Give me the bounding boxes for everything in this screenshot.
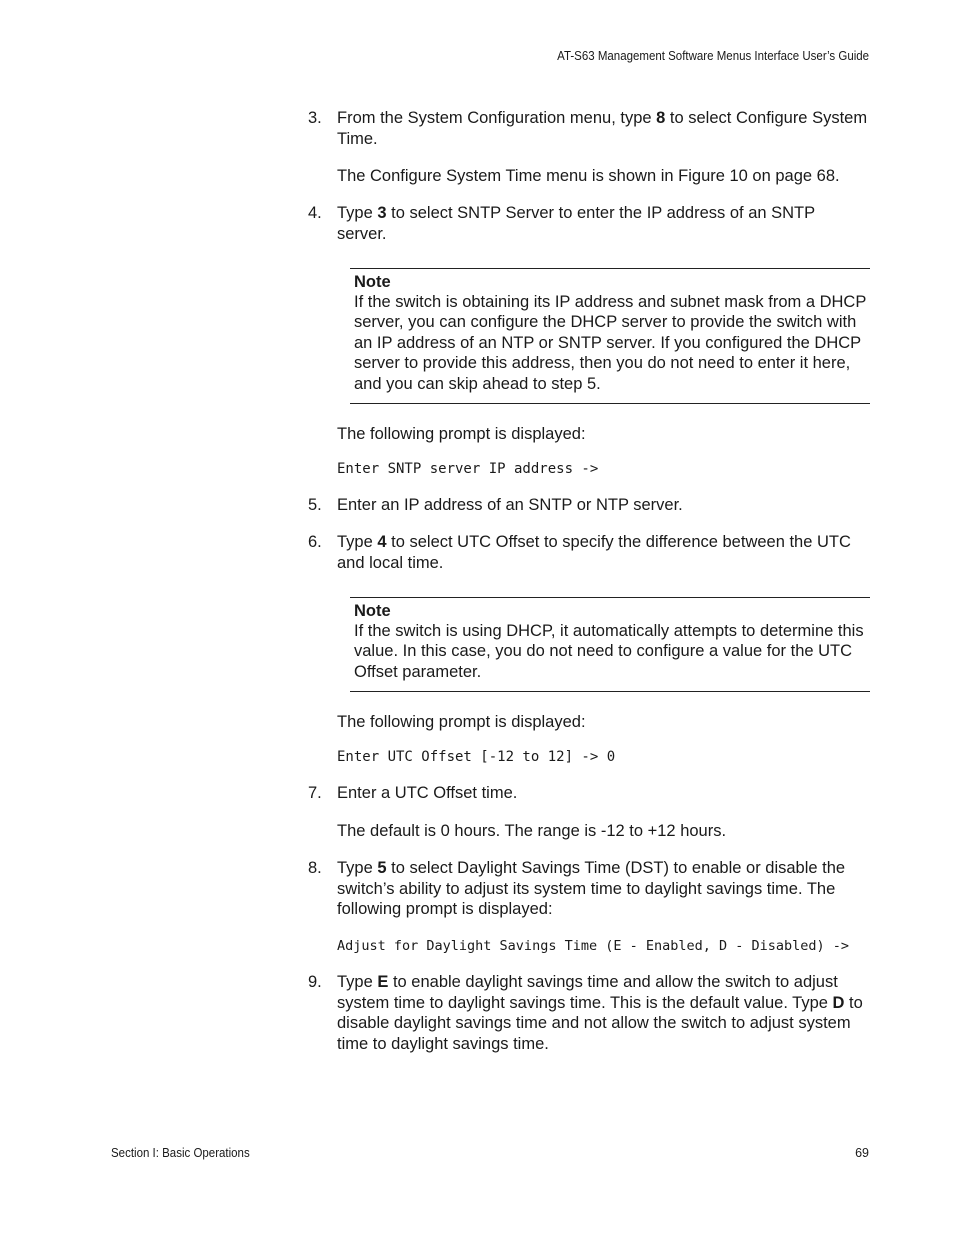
running-header: AT-S63 Management Software Menus Interface User’s Guide [557,49,869,63]
step-text: From the System Configuration menu, type 8 to select Configure System Time. [337,109,868,148]
page-number: 69 [855,1146,869,1160]
step-text: Type 3 to select SNTP Server to enter the IP address of an SNTP server. [337,204,815,243]
step-number: 8. [308,859,322,877]
step-number: 7. [308,784,322,802]
step-number: 5. [308,496,322,514]
footer-section-label: Section I: Basic Operations [111,1146,250,1160]
step-text: Type E to enable daylight savings time and allow the switch to adjust system time to daylight savings time. This is the default value. Type D to disable daylight savings time and not allow the switch to adjust system time to daylight savings time. [337,973,863,1053]
step-number: 6. [308,533,322,551]
sntp-prompt-code: Enter SNTP server IP address -> [337,461,599,477]
step-6 [308,532,868,573]
note-body: If the switch is using DHCP, it automatically attempts to determine this value. In this case, you do not need to configure a value for the UTC Offset parameter. [354,622,864,681]
step-5 [308,495,868,516]
dst-prompt-code: Adjust for Daylight Savings Time (E - Enabled, D - Disabled) -> [337,938,850,954]
figure-reference-paragraph: The Configure System Time menu is shown in Figure 10 on page 68. [337,167,840,185]
step-text: Enter an IP address of an SNTP or NTP server. [337,496,683,514]
step-9 [308,972,868,1054]
step-text: Enter a UTC Offset time. [337,784,518,802]
note-title: Note [354,273,391,291]
step-4 [308,203,868,244]
step-text: Type 4 to select UTC Offset to specify the difference between the UTC and local time. [337,533,851,572]
note-box-dhcp-sntp [350,268,870,404]
step-text: Type 5 to select Daylight Savings Time (DST) to enable or disable the switch’s ability to adjust its system time to daylight savings time. The following prompt is displayed: [337,859,846,919]
note-title: Note [354,602,391,620]
step-7 [308,783,868,804]
step-number: 9. [308,973,322,991]
prompt-intro-paragraph: The following prompt is displayed: [337,713,586,731]
step-8 [308,858,868,920]
step-3 [308,108,868,149]
note-box-dhcp-utc [350,597,870,692]
note-body: If the switch is obtaining its IP address and subnet mask from a DHCP server, you can configure the DHCP server to provide the switch with an IP address of an NTP or SNTP server. If you configured the DHCP server to provide this address, then you do not need to enter it here, and you can skip ahead to step 5. [354,293,867,393]
utc-prompt-code: Enter UTC Offset [-12 to 12] -> 0 [337,749,616,765]
step-number: 3. [308,109,322,127]
prompt-intro-paragraph: The following prompt is displayed: [337,425,586,443]
default-range-paragraph: The default is 0 hours. The range is -12 to +12 hours. [337,822,727,840]
step-number: 4. [308,204,322,222]
